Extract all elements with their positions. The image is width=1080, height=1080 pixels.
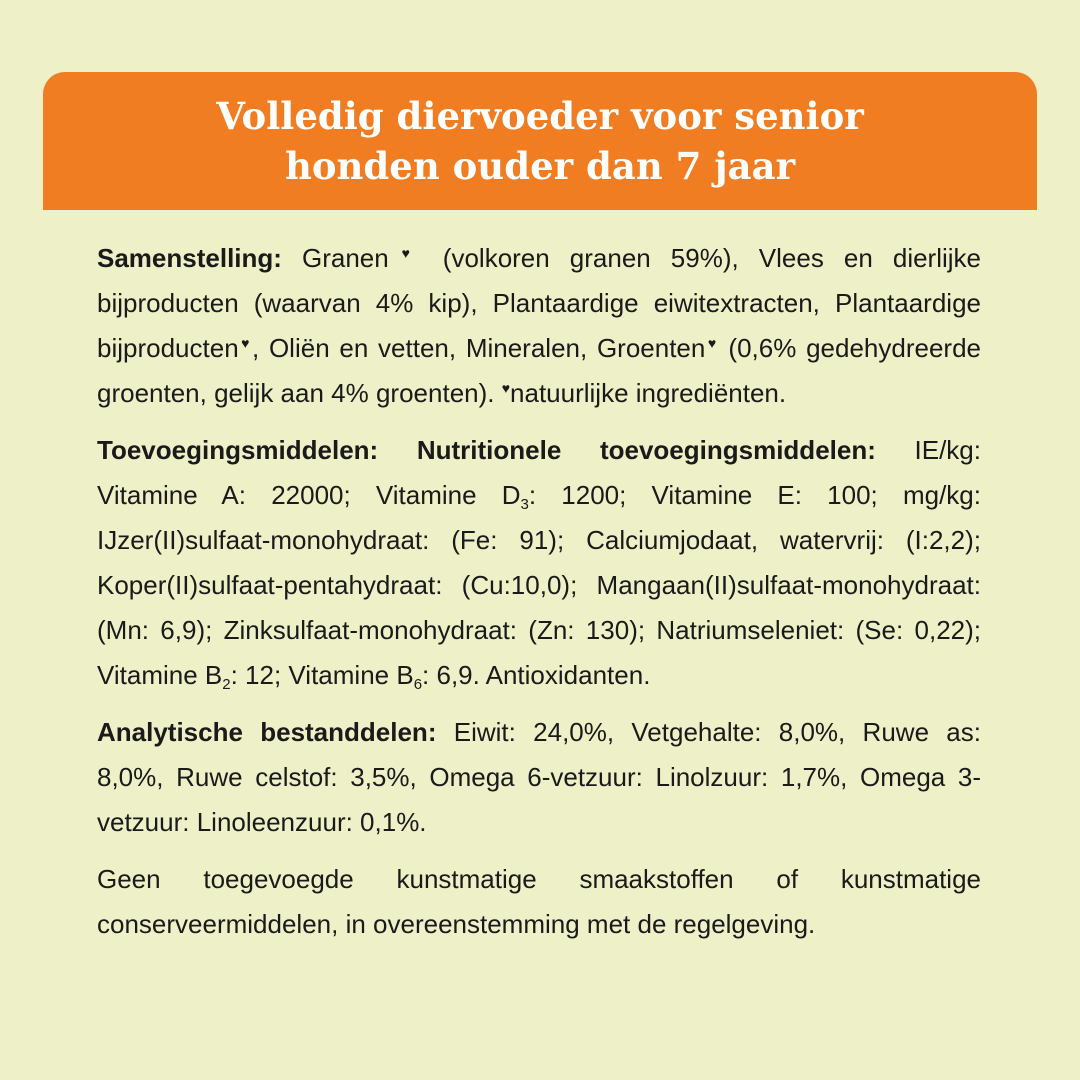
heart-icon: ♥ [705, 335, 719, 351]
samenstelling-text-3: , Oliën en vetten, Mineralen, Groenten [252, 333, 706, 363]
toevoegingsmiddelen-text-2: : 1200; Vitamine E: 100; mg/kg: IJzer(II)sulfaat-monohydraat: (Fe: 91); Calciumjodaat, watervrij: (I:2,2); Koper(II)sulfaat-pentahydraat: (Cu:10,0); Mangaan(II)sulfaat-monohydraat: (Mn: 6,9); Zinksulfaat-monohydraat: (Zn: 130); Natriumseleniet: (Se: 0,22); Vitamine B [97, 480, 981, 690]
label-text-block [97, 236, 981, 959]
subscript: 3 [520, 496, 529, 513]
samenstelling-text-1: Granen [281, 243, 389, 273]
analytische-text: Eiwit: 24,0%, Vetgehalte: 8,0%, Ruwe as: 8,0%, Ruwe celstof: 3,5%, Omega 6-vetzuur: Linolzuur: 1,7%, Omega 3-vetzuur: Linoleenzuur: 0,1%. [97, 717, 981, 837]
toevoegingsmiddelen-text-1: IE/kg: Vitamine A: 22000; Vitamine D [97, 435, 981, 510]
toevoegingsmiddelen-text-3: : 12; Vitamine B [230, 660, 414, 690]
toevoegingsmiddelen-paragraph [97, 428, 981, 698]
heart-icon: ♥ [501, 380, 511, 396]
header-banner [43, 72, 1037, 210]
subscript: 2 [222, 676, 231, 693]
footer-note: Geen toegevoegde kunstmatige smaakstoffen of kunstmatige conserveermiddelen, in overeenstemming met de regelgeving. [97, 864, 981, 939]
samenstelling-text-5: natuurlijke ingrediënten. [510, 378, 787, 408]
subscript: 6 [413, 676, 423, 693]
heart-icon: ♥ [238, 335, 252, 351]
analytische-paragraph [97, 710, 981, 845]
toevoegingsmiddelen-text-4: : 6,9. Antioxidanten. [422, 660, 651, 690]
samenstelling-label: Samenstelling: [97, 243, 282, 273]
heart-icon: ♥ [388, 245, 423, 261]
samenstelling-text-2: (volkoren granen 59%), Vlees en dierlijke bijproducten (waarvan 4% kip), Plantaardige eiwitextracten, Plantaardige bijproducten [97, 243, 982, 363]
analytische-label: Analytische bestanddelen: [97, 717, 437, 747]
header-title-line-2: honden ouder dan 7 jaar [284, 144, 796, 188]
header-title-line-1: Volledig diervoeder voor senior [216, 94, 864, 138]
samenstelling-paragraph [97, 236, 981, 416]
toevoegingsmiddelen-label: Toevoegingsmiddelen: Nutritionele toevoegingsmiddelen: [97, 435, 876, 465]
samenstelling-text-4: (0,6% gedehydreerde groenten, gelijk aan 4% groenten). [97, 333, 982, 408]
